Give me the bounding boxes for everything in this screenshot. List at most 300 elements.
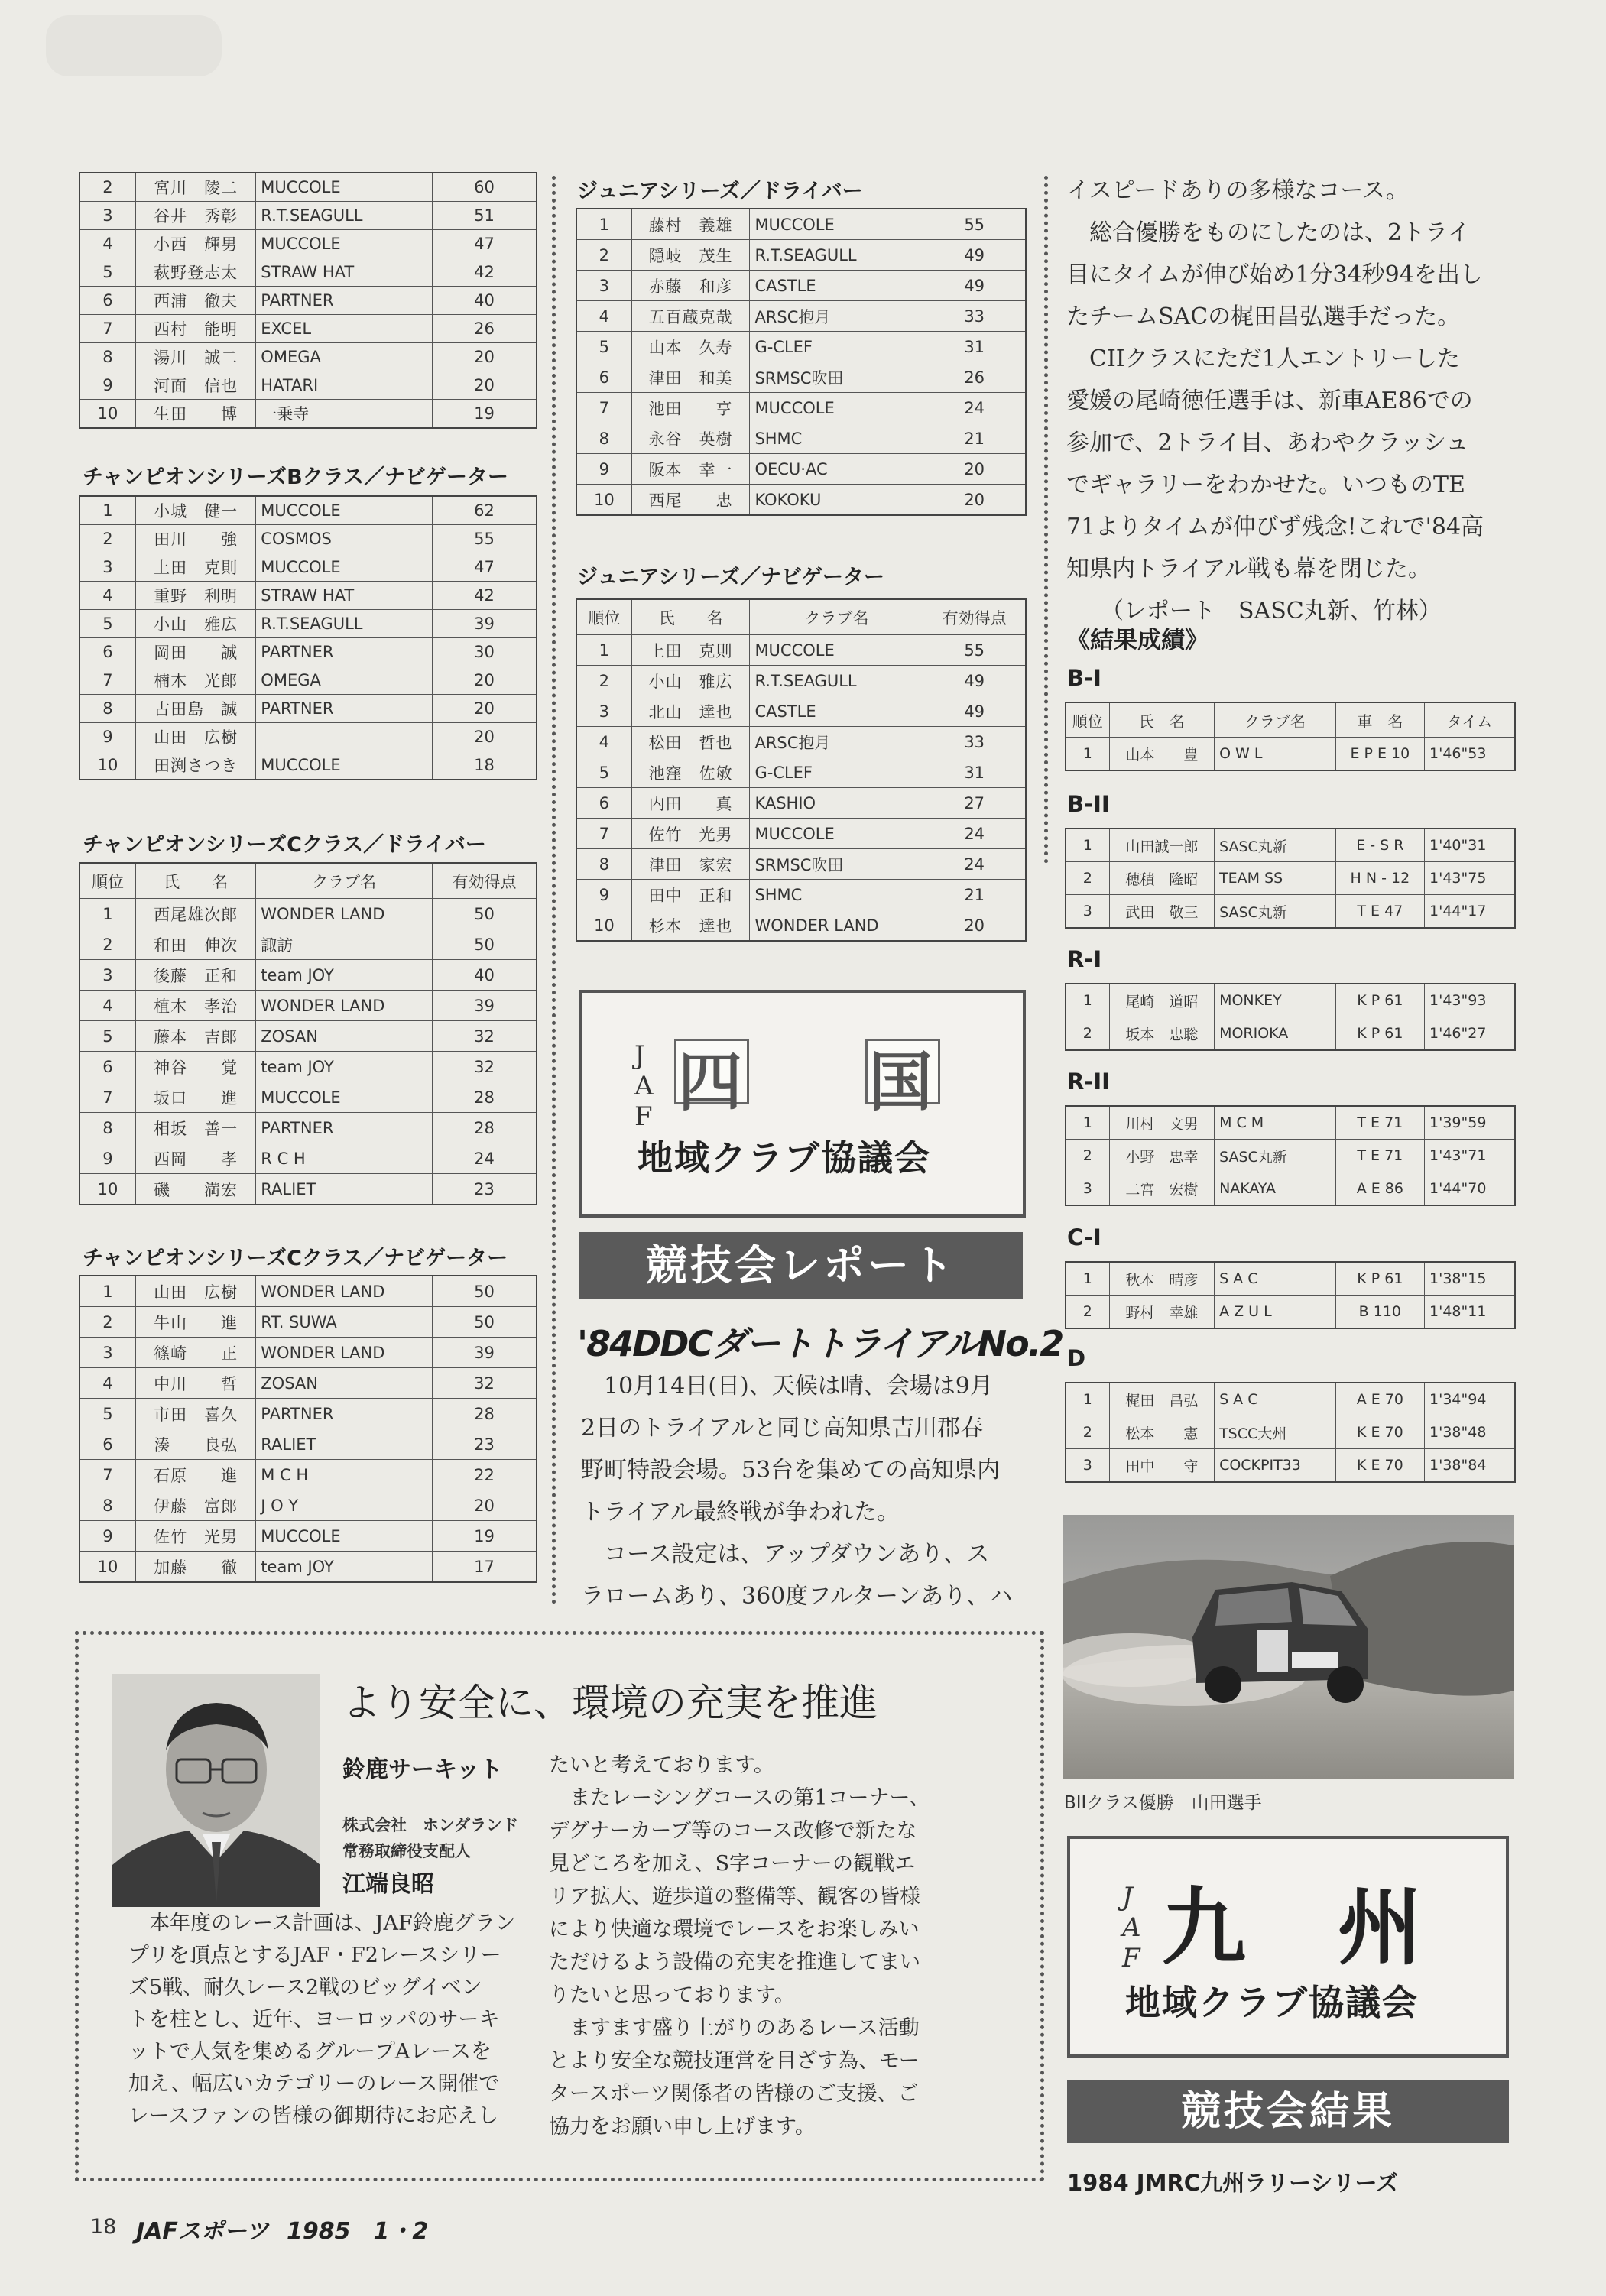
rank-cell: 7 — [576, 393, 631, 423]
table-row — [576, 332, 1026, 362]
text-line: デグナーカーブ等のコース改修で新たな — [549, 1819, 917, 1843]
club-cell: M C H — [256, 1460, 433, 1490]
club-cell: A Z U L — [1215, 1296, 1336, 1329]
club-cell: S A C — [1215, 1383, 1336, 1416]
junior-nav-table — [576, 598, 1027, 942]
text-line: 10月14日(日)、天候は晴、会場は9月 — [581, 1373, 993, 1399]
table-row — [79, 929, 537, 960]
text-line: とより安全な競技運営を目ざす為、モー — [549, 2049, 920, 2073]
name-cell: 西浦 徹夫 — [135, 287, 255, 315]
time-cell: 1'44"17 — [1425, 895, 1515, 929]
club-cell: R.T.SEAGULL — [256, 610, 433, 638]
table-row — [1066, 1416, 1515, 1449]
club-cell: OMEGA — [256, 666, 433, 695]
club-cell: ARSC抱月 — [750, 727, 923, 757]
text-line: プリを頂点とするJAF・F2レースシリー — [128, 1944, 501, 1967]
rank-cell: 1 — [79, 899, 135, 929]
club-cell: SASC丸新 — [1215, 1140, 1336, 1172]
rank-cell: 10 — [576, 485, 631, 516]
points-cell: 40 — [433, 960, 537, 991]
text-line: 野町特設会場。53台を集めての高知県内 — [581, 1457, 1001, 1484]
table-row — [1066, 738, 1515, 771]
club-cell: RT. SUWA — [256, 1307, 433, 1338]
junior-nav-title: ジュニアシリーズ／ナビゲーター — [577, 566, 885, 589]
time-cell: 1'44"70 — [1425, 1172, 1515, 1206]
table-row — [1066, 1140, 1515, 1172]
name-cell: 武田 敬三 — [1109, 895, 1214, 929]
table-row — [576, 880, 1026, 910]
name-cell: 坂本 忠聡 — [1109, 1017, 1214, 1051]
column-header: クラブ名 — [1215, 702, 1336, 738]
rank-cell: 2 — [576, 666, 631, 696]
text-line: 2日のトライアルと同じ高知県吉川郡春 — [581, 1415, 984, 1441]
rank-cell: 1 — [1066, 1383, 1109, 1416]
shikoku-council-box — [579, 990, 1026, 1218]
table-row — [576, 362, 1026, 393]
club-cell: MUCCOLE — [256, 496, 433, 525]
rank-cell: 8 — [79, 1490, 135, 1521]
column-header: 有効得点 — [923, 599, 1026, 635]
rank-cell: 9 — [576, 880, 631, 910]
points-cell: 19 — [433, 400, 537, 429]
column-header: 氏 名 — [631, 599, 750, 635]
column-header: クラブ名 — [750, 599, 923, 635]
club-cell: J O Y — [256, 1490, 433, 1521]
champ-c-drv-title: チャンピオンシリーズCクラス／ドライバー — [83, 833, 486, 857]
club-cell: WONDER LAND — [256, 991, 433, 1021]
name-cell: 藤村 義雄 — [631, 209, 750, 240]
name-cell: 田川 強 — [135, 525, 255, 553]
shikoku-report-band: 競技会レポート — [579, 1232, 1023, 1299]
table-row — [79, 610, 537, 638]
table-row — [79, 371, 537, 400]
table-row — [79, 666, 537, 695]
car-cell: H N - 12 — [1335, 862, 1424, 895]
table-row — [1066, 1296, 1515, 1329]
table-row — [79, 695, 537, 723]
club-cell: ARSC抱月 — [750, 301, 923, 332]
shikoku-jaf-label: JAF — [634, 1040, 654, 1132]
text-line: たチームSACの梶田昌弘選手だった。 — [1066, 303, 1461, 330]
text-line: 加え、幅広いカテゴリーのレース開催で — [128, 2072, 500, 2096]
car-cell: A E 70 — [1335, 1383, 1424, 1416]
time-cell: 1'43"93 — [1425, 984, 1515, 1017]
name-cell: 田渕さつき — [135, 751, 255, 780]
table-row — [576, 635, 1026, 666]
points-cell: 30 — [433, 638, 537, 666]
name-cell: 植木 孝治 — [135, 991, 255, 1021]
rank-cell: 3 — [79, 960, 135, 991]
kyushu-series-title: 1984 JMRC九州ラリーシリーズ — [1067, 2170, 1399, 2196]
name-cell: 藤本 吉郎 — [135, 1021, 255, 1052]
table-row — [79, 991, 537, 1021]
rank-cell: 2 — [576, 240, 631, 271]
points-cell: 18 — [433, 751, 537, 780]
points-cell: 20 — [433, 666, 537, 695]
class-result-table — [1065, 828, 1516, 929]
rank-cell: 4 — [79, 582, 135, 610]
rank-cell: 1 — [1066, 738, 1109, 771]
table-header-row — [576, 599, 1026, 635]
suzuka-company: 株式会社 ホンダランド — [342, 1816, 519, 1834]
club-cell: WONDER LAND — [256, 1338, 433, 1368]
club-cell: MORIOKA — [1215, 1017, 1336, 1051]
name-cell: 池窪 佐敏 — [631, 757, 750, 788]
rank-cell: 10 — [79, 1552, 135, 1583]
table-row — [576, 666, 1026, 696]
club-cell: MUCCOLE — [256, 173, 433, 202]
name-cell: 西村 能明 — [135, 315, 255, 343]
club-cell: R.T.SEAGULL — [750, 666, 923, 696]
rank-cell: 8 — [576, 849, 631, 880]
table-row — [79, 1552, 537, 1583]
points-cell: 28 — [433, 1399, 537, 1429]
club-cell: S A C — [1215, 1262, 1336, 1296]
club-cell: PARTNER — [256, 695, 433, 723]
table-row — [576, 301, 1026, 332]
kyushu-council-name: 地域クラブ協議会 — [1125, 1982, 1419, 2023]
name-cell: 永谷 英樹 — [631, 423, 750, 454]
page-number: 18 — [90, 2215, 117, 2239]
club-cell: WONDER LAND — [256, 1276, 433, 1307]
points-cell: 47 — [433, 553, 537, 582]
name-cell: 池田 亨 — [631, 393, 750, 423]
points-cell: 39 — [433, 610, 537, 638]
car-cell: T E 47 — [1335, 895, 1424, 929]
points-cell: 50 — [433, 1276, 537, 1307]
class-label: B-II — [1067, 791, 1110, 817]
name-cell: 西岡 孝 — [135, 1143, 255, 1174]
club-cell: PARTNER — [256, 1399, 433, 1429]
rank-cell: 1 — [1066, 829, 1109, 862]
table-row — [576, 271, 1026, 301]
club-cell: SRMSC吹田 — [750, 849, 923, 880]
rank-cell: 6 — [79, 638, 135, 666]
champ-b-nav-table — [79, 495, 537, 780]
rank-cell: 5 — [79, 1399, 135, 1429]
column-header: 順位 — [1066, 702, 1109, 738]
rank-cell: 6 — [79, 287, 135, 315]
text-line: イスピードありの多様なコース。 — [1066, 177, 1409, 204]
points-cell: 51 — [433, 202, 537, 230]
time-cell: 1'40"31 — [1425, 829, 1515, 862]
table-row — [576, 240, 1026, 271]
text-line: 見どころを加え、S字コーナーの観戦エ — [549, 1852, 916, 1876]
points-cell: 42 — [433, 258, 537, 287]
table-row — [79, 525, 537, 553]
table-row — [79, 899, 537, 929]
name-cell: 西尾 忠 — [631, 485, 750, 516]
suzuka-text-left — [128, 1908, 516, 2132]
class-label: B-I — [1067, 665, 1101, 691]
points-cell: 32 — [433, 1021, 537, 1052]
name-cell: 谷井 秀彰 — [135, 202, 255, 230]
club-cell: 一乗寺 — [256, 400, 433, 429]
club-cell: R.T.SEAGULL — [256, 202, 433, 230]
table-row — [576, 849, 1026, 880]
rank-cell: 2 — [79, 929, 135, 960]
text-line: ズ5戦、耐久レース2戦のビッグイベン — [128, 1976, 482, 1999]
club-cell: 諏訪 — [256, 929, 433, 960]
club-cell: M C M — [1215, 1106, 1336, 1140]
club-cell: WONDER LAND — [750, 910, 923, 942]
time-cell: 1'38"15 — [1425, 1262, 1515, 1296]
rank-cell: 1 — [1066, 1262, 1109, 1296]
rank-cell: 10 — [79, 751, 135, 780]
table-row — [79, 173, 537, 202]
points-cell: 20 — [433, 723, 537, 751]
club-cell: MUCCOLE — [256, 751, 433, 780]
kyushu-jaf-label: JAF — [1122, 1882, 1141, 1973]
club-cell: CASTLE — [750, 696, 923, 727]
rank-cell: 2 — [1066, 1416, 1109, 1449]
name-cell: 楠木 光郎 — [135, 666, 255, 695]
report-headline: '84DDCダートトライアルNo.2 — [577, 1323, 1063, 1364]
rank-cell: 5 — [576, 757, 631, 788]
club-cell: MUCCOLE — [256, 230, 433, 258]
text-line: リア拡大、遊歩道の整備等、観客の皆様 — [549, 1885, 920, 1908]
text-line: CIIクラスにただ1人エントリーした — [1066, 345, 1460, 372]
club-cell: STRAW HAT — [256, 582, 433, 610]
rank-cell: 10 — [576, 910, 631, 942]
table-row — [1066, 1262, 1515, 1296]
text-line: トライアル最終戦が争われた。 — [581, 1499, 900, 1526]
faint-header-mark — [46, 15, 222, 76]
text-line: でギャラリーをわかせた。いつものTE — [1066, 472, 1465, 498]
text-line: コース設定は、アップダウンあり、ス — [581, 1541, 990, 1568]
points-cell: 27 — [923, 788, 1026, 819]
rank-cell: 4 — [79, 230, 135, 258]
points-cell: 55 — [433, 525, 537, 553]
name-cell: 加藤 徹 — [135, 1552, 255, 1583]
kyushu-char1: 九 — [1162, 1879, 1246, 1977]
points-cell: 17 — [433, 1552, 537, 1583]
name-cell: 内田 真 — [631, 788, 750, 819]
rank-cell: 2 — [79, 173, 135, 202]
car-cell: K P 61 — [1335, 1262, 1424, 1296]
report-text-right — [1066, 170, 1484, 632]
name-cell: 北山 達也 — [631, 696, 750, 727]
rank-cell: 7 — [576, 819, 631, 849]
table-row — [1066, 1017, 1515, 1051]
name-cell: 佐竹 光男 — [135, 1521, 255, 1552]
points-cell: 31 — [923, 757, 1026, 788]
club-cell: G-CLEF — [750, 757, 923, 788]
suzuka-headline: より安全に、環境の充実を推進 — [342, 1681, 878, 1725]
name-cell: 湯川 誠二 — [135, 343, 255, 371]
points-cell: 60 — [433, 173, 537, 202]
text-line: ますます盛り上がりのあるレース活動 — [549, 2016, 920, 2040]
time-cell: 1'39"59 — [1425, 1106, 1515, 1140]
column-header: 順位 — [576, 599, 631, 635]
class-result-table — [1065, 1105, 1516, 1206]
club-cell: PARTNER — [256, 287, 433, 315]
class-result-table — [1065, 1382, 1516, 1483]
points-cell: 50 — [433, 929, 537, 960]
name-cell: 松本 憲 — [1109, 1416, 1214, 1449]
rank-cell: 7 — [79, 315, 135, 343]
name-cell: 山本 久寿 — [631, 332, 750, 362]
name-cell: 小山 雅広 — [135, 610, 255, 638]
table-row — [576, 696, 1026, 727]
name-cell: 二宮 宏樹 — [1109, 1172, 1214, 1206]
table-row — [79, 1490, 537, 1521]
club-cell: MUCCOLE — [750, 393, 923, 423]
table-header-row — [79, 863, 537, 899]
magazine-name: JAFスポーツ — [136, 2218, 269, 2245]
name-cell: 田中 守 — [1109, 1449, 1214, 1483]
rank-cell: 2 — [79, 1307, 135, 1338]
club-cell: MUCCOLE — [750, 635, 923, 666]
suzuka-circuit: 鈴鹿サーキット — [342, 1756, 503, 1783]
portrait-image — [112, 1674, 320, 1907]
kyushu-result-band: 競技会結果 — [1067, 2080, 1509, 2143]
rank-cell: 6 — [576, 362, 631, 393]
rank-cell: 3 — [79, 202, 135, 230]
club-cell: O W L — [1215, 738, 1336, 771]
name-cell: 小城 健一 — [135, 496, 255, 525]
table-row — [1066, 1383, 1515, 1416]
points-cell: 39 — [433, 991, 537, 1021]
club-cell: KOKOKU — [750, 485, 923, 516]
rank-cell: 2 — [79, 525, 135, 553]
club-cell: RALIET — [256, 1429, 433, 1460]
report-text-left — [581, 1365, 1012, 1617]
table-row — [79, 1429, 537, 1460]
points-cell: 26 — [433, 315, 537, 343]
club-cell: MUCCOLE — [256, 1082, 433, 1113]
shikoku-council-name: 地域クラブ協議会 — [638, 1137, 931, 1179]
rank-cell: 10 — [79, 1174, 135, 1205]
name-cell: 磯 満宏 — [135, 1174, 255, 1205]
rank-cell: 2 — [1066, 1296, 1109, 1329]
club-cell: PARTNER — [256, 638, 433, 666]
class-label: R-I — [1067, 946, 1102, 972]
name-cell: 伊藤 富郎 — [135, 1490, 255, 1521]
points-cell: 49 — [923, 666, 1026, 696]
car-cell: K P 61 — [1335, 984, 1424, 1017]
club-cell: MUCCOLE — [750, 819, 923, 849]
class-label: R-II — [1067, 1069, 1110, 1094]
rank-cell: 8 — [79, 695, 135, 723]
column-header: 車 名 — [1335, 702, 1424, 738]
rank-cell: 3 — [79, 553, 135, 582]
rank-cell: 9 — [79, 371, 135, 400]
rank-cell: 3 — [576, 696, 631, 727]
points-cell: 49 — [923, 271, 1026, 301]
table-row — [576, 727, 1026, 757]
name-cell: 隠岐 茂生 — [631, 240, 750, 271]
car-cell: K E 70 — [1335, 1416, 1424, 1449]
text-line: 参加で、2トライ目、あわやクラッシュ — [1066, 430, 1469, 456]
shikoku-char1: 四 — [677, 1045, 742, 1120]
time-cell: 1'38"48 — [1425, 1416, 1515, 1449]
name-cell: 篠崎 正 — [135, 1338, 255, 1368]
column-divider-2 — [1044, 176, 1048, 864]
club-cell: team JOY — [256, 960, 433, 991]
rank-cell: 9 — [79, 723, 135, 751]
points-cell: 20 — [433, 371, 537, 400]
points-cell: 50 — [433, 899, 537, 929]
points-cell: 40 — [433, 287, 537, 315]
rank-cell: 1 — [576, 635, 631, 666]
club-cell: G-CLEF — [750, 332, 923, 362]
rank-cell: 1 — [79, 496, 135, 525]
table-row — [576, 393, 1026, 423]
name-cell: 市田 喜久 — [135, 1399, 255, 1429]
points-cell: 32 — [433, 1052, 537, 1082]
club-cell: EXCEL — [256, 315, 433, 343]
rank-cell: 5 — [576, 332, 631, 362]
column-header: タイム — [1425, 702, 1515, 738]
name-cell: 松田 哲也 — [631, 727, 750, 757]
rank-cell: 5 — [79, 1021, 135, 1052]
name-cell: 山田誠一郎 — [1109, 829, 1214, 862]
club-cell — [256, 723, 433, 751]
kyushu-char2: 州 — [1338, 1879, 1422, 1977]
rank-cell: 6 — [576, 788, 631, 819]
car-cell: T E 71 — [1335, 1106, 1424, 1140]
text-line: 71よりタイムが伸びず残念!これで'84高 — [1066, 514, 1484, 540]
points-cell: 26 — [923, 362, 1026, 393]
text-line: （レポート SASC丸新、竹林） — [1066, 598, 1442, 624]
name-cell: 尾崎 道昭 — [1109, 984, 1214, 1017]
table-row — [79, 723, 537, 751]
rank-cell: 8 — [79, 1113, 135, 1143]
club-cell: ZOSAN — [256, 1368, 433, 1399]
name-cell: 五百蔵克哉 — [631, 301, 750, 332]
points-cell: 19 — [433, 1521, 537, 1552]
time-cell: 1'34"94 — [1425, 1383, 1515, 1416]
points-cell: 31 — [923, 332, 1026, 362]
table-row — [79, 582, 537, 610]
points-cell: 22 — [433, 1460, 537, 1490]
name-cell: 梶田 昌弘 — [1109, 1383, 1214, 1416]
name-cell: 上田 克則 — [631, 635, 750, 666]
car-cell: A E 86 — [1335, 1172, 1424, 1206]
name-cell: 佐竹 光男 — [631, 819, 750, 849]
club-cell: HATARI — [256, 371, 433, 400]
club-cell: ZOSAN — [256, 1021, 433, 1052]
column-header: 有効得点 — [433, 863, 537, 899]
rank-cell: 9 — [576, 454, 631, 485]
club-cell: COCKPIT33 — [1215, 1449, 1336, 1483]
table-header-row — [1066, 702, 1515, 738]
column-header: 氏 名 — [135, 863, 255, 899]
name-cell: 相坂 善一 — [135, 1113, 255, 1143]
name-cell: 山本 豊 — [1109, 738, 1214, 771]
club-cell: team JOY — [256, 1052, 433, 1082]
table-row — [1066, 1106, 1515, 1140]
table-row — [79, 1338, 537, 1368]
table-row — [576, 788, 1026, 819]
points-cell: 49 — [923, 696, 1026, 727]
points-cell: 47 — [433, 230, 537, 258]
table-row — [79, 1521, 537, 1552]
suzuka-text-right — [549, 1749, 930, 2143]
points-cell: 42 — [433, 582, 537, 610]
rank-cell: 3 — [1066, 1172, 1109, 1206]
junior-drv-title: ジュニアシリーズ／ドライバー — [577, 180, 863, 203]
rank-cell: 4 — [576, 727, 631, 757]
rank-cell: 5 — [79, 610, 135, 638]
rank-cell: 1 — [1066, 1106, 1109, 1140]
points-cell: 50 — [433, 1307, 537, 1338]
name-cell: 小西 輝男 — [135, 230, 255, 258]
name-cell: 湊 良弘 — [135, 1429, 255, 1460]
name-cell: 牛山 進 — [135, 1307, 255, 1338]
points-cell: 20 — [923, 910, 1026, 942]
